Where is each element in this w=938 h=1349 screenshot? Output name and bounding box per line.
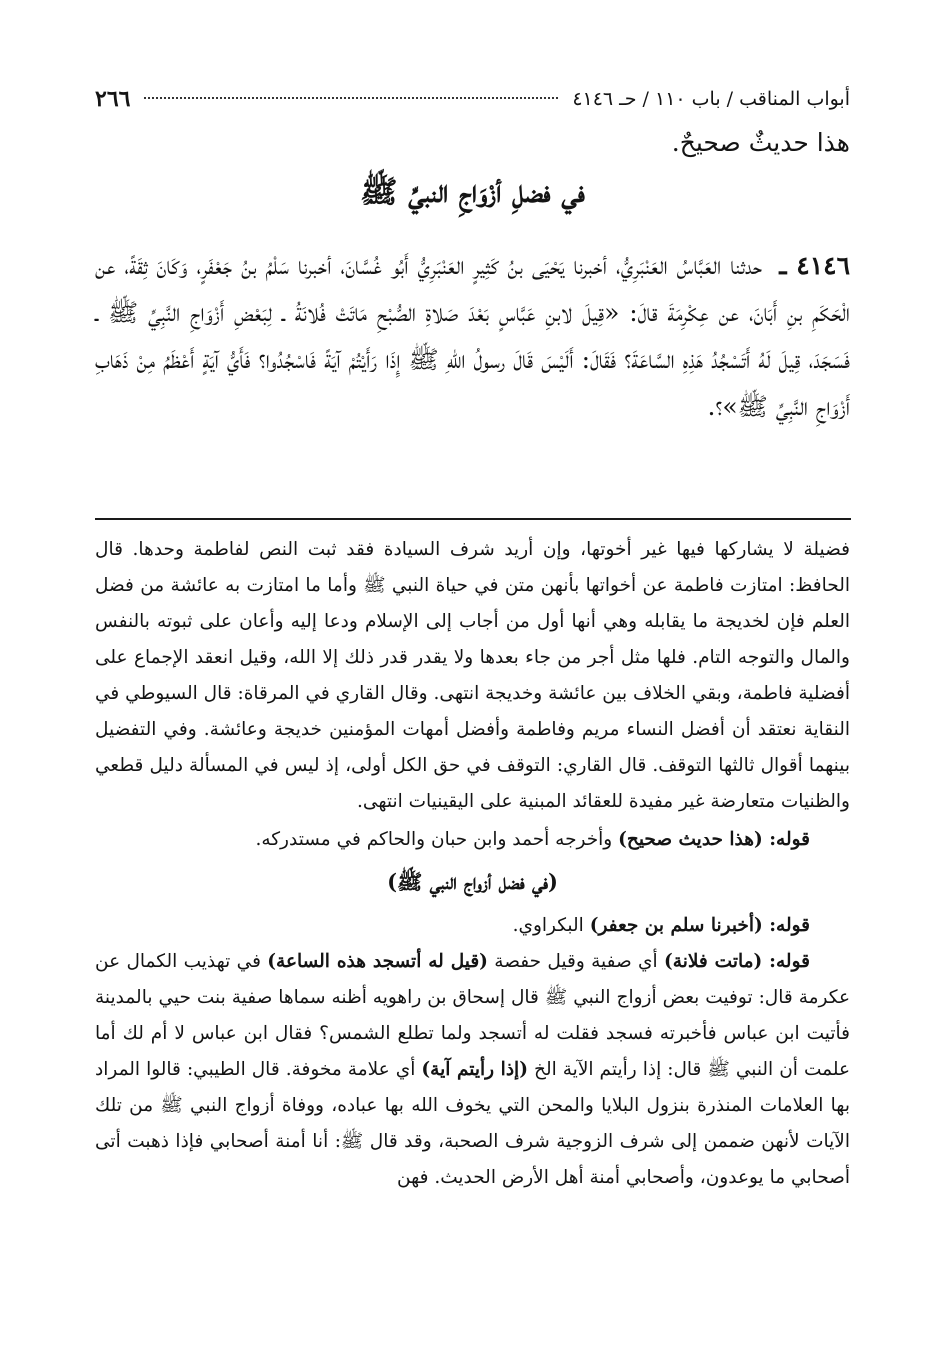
quote-text: أي علامة مخوفة. قال الطيبي: قالوا المراد بها العلامات المنذرة بنزول البلايا والمحن التي يخوف الله بها عباده، ووفاة أزواج النبي ﷺ من تلك الآيات لأنهن ضممن إلى شرف الزوجية شرف الصحبة، وقد قال ﷺ: أنا أمنة أصحابي فإذا ذهبت أتى أصحابي ما يوعدون، وأصحابي أمنة أهل الأرض الحديث. فهن	[95, 1059, 850, 1188]
commentary-paragraph-1: فضيلة لا يشاركها فيها غير أخوتها، وإن أريد شرف السيادة فقد ثبت النص لفاطمة وحدها. قال الحافظ: امتازت فاطمة عن أخواتها بأنهن متن في حياة النبي ﷺ وأما ما امتازت به عائشة من فضل العلم فإن لخديجة ما يقابله وهي أنها أول من أجاب إلى الإسلام ودعا إليه وأعان على ثبوته بالنفس والمال والتوجه التام. فلها مثل أجر من جاء بعدها ولا يقدر قدر ذلك إلا الله، وقيل انعقد الإجماع على أفضلية فاطمة، وبقي الخلاف بين عائشة وخديجة انتهى. وقال القاري في المرقاة: قال السيوطي في النقاية نعتقد أن أفضل النساء مريم وفاطمة وأفضل أمهات المؤمنين خديجة وعائشة. وفي التفضيل بينهما أقوال ثالثها التوقف. قال القاري: التوقف في حق الكل أولى، إذ ليس في المسألة دليل قطعي والظنيات متعارضة غير مفيدة للعقائد المبنية على اليقينيات انتهى.	[95, 539, 850, 812]
hadith-paragraph	[95, 242, 850, 430]
commentary-paragraph-4	[95, 944, 850, 1196]
quote-label: قوله: (هذا حديث صحيح)	[618, 829, 810, 850]
commentary-paragraph-3	[95, 908, 850, 944]
quote-label: (إذا رأيتم آية)	[421, 1059, 528, 1080]
hadith-body: حدثنا العَبَّاسُ العَنْبَرِيُّ، أخبرنا يَحْيَى بنُ كَثِيرٍ العَنْبَرِيُّ أَبُو غُسَّانَ، أخبرنا سَلْمُ بنُ جَعْفَرٍ، وَكَانَ ثِقَةً، عن الْحَكَمِ بنِ أَبَانَ، عن عِكْرِمَةَ قالَ: «قِيلَ لابنِ عَبَّاسٍ بَعْدَ صَلاةِ الصُّبْحِ مَاتَتْ فُلانَةُ ـ لِبَعْضِ أَزْوَاجِ النَّبِيِّ ﷺ ـ فَسَجَدَ، قِيلَ لَهُ أَتَسْجُدُ هَذِهِ السَّاعَةَ؟ فَقَالَ: أَلَيْسَ قَالَ رسولُ اللهِ ﷺ إِذَا رَأَيْتُمْ آيَةً فَاسْجُدُوا؟ فَأَيُّ آيَةٍ أَعْظَمُ مِنْ ذَهَابِ أَزْوَاجِ النَّبِيِّ ﷺ»؟.	[95, 251, 850, 421]
commentary-sub-heading: (في فضل أزواج النبي ﷺ)	[387, 869, 558, 894]
quote-label: (قيل له أتسجد هذه الساعة)	[267, 951, 488, 972]
main-text-block	[95, 128, 850, 430]
header-dotted-leader	[144, 96, 558, 99]
running-title: أبواب المناقب / باب ١١٠ / حـ ٤١٤٦	[572, 88, 850, 110]
quote-text: في تهذيب الكمال عن عكرمة قال: توفيت بعض أزواج النبي ﷺ قال إسحاق بن راهويه أظنه سماها صفية بنت حيي بالمدينة فأتيت ابن عباس فأخبرته فسجد فقلت له أتسجد ولما تطلع الشمس؟ فقال ابن عباس لا أم لك أما علمت أن النبي ﷺ قال: إذا رأيتم الآية الخ	[95, 951, 851, 1080]
footnote-divider	[95, 518, 851, 520]
quote-text: البكراوي.	[512, 915, 584, 936]
hadith-number: ٤١٤٦ ـ	[779, 251, 850, 280]
page-number: ٢٦٦	[95, 86, 131, 112]
page-header	[95, 82, 850, 116]
sahih-statement: هذا حديثٌ صحيحٌ.	[671, 128, 850, 157]
quote-text: أي صفية وقيل حفصة	[494, 951, 658, 972]
quote-text: وأخرجه أحمد وابن حبان والحاكم في مستدركه.	[255, 829, 613, 850]
commentary-block	[95, 532, 850, 1196]
quote-label: قوله: (ماتت فلانة)	[664, 951, 810, 972]
commentary-paragraph-2	[95, 822, 850, 858]
quote-label: قوله: (أخبرنا سلم بن جعفر)	[589, 915, 810, 936]
chapter-title: في فضلِ أزْوَاجِ النبيِّ ﷺ	[360, 174, 585, 210]
